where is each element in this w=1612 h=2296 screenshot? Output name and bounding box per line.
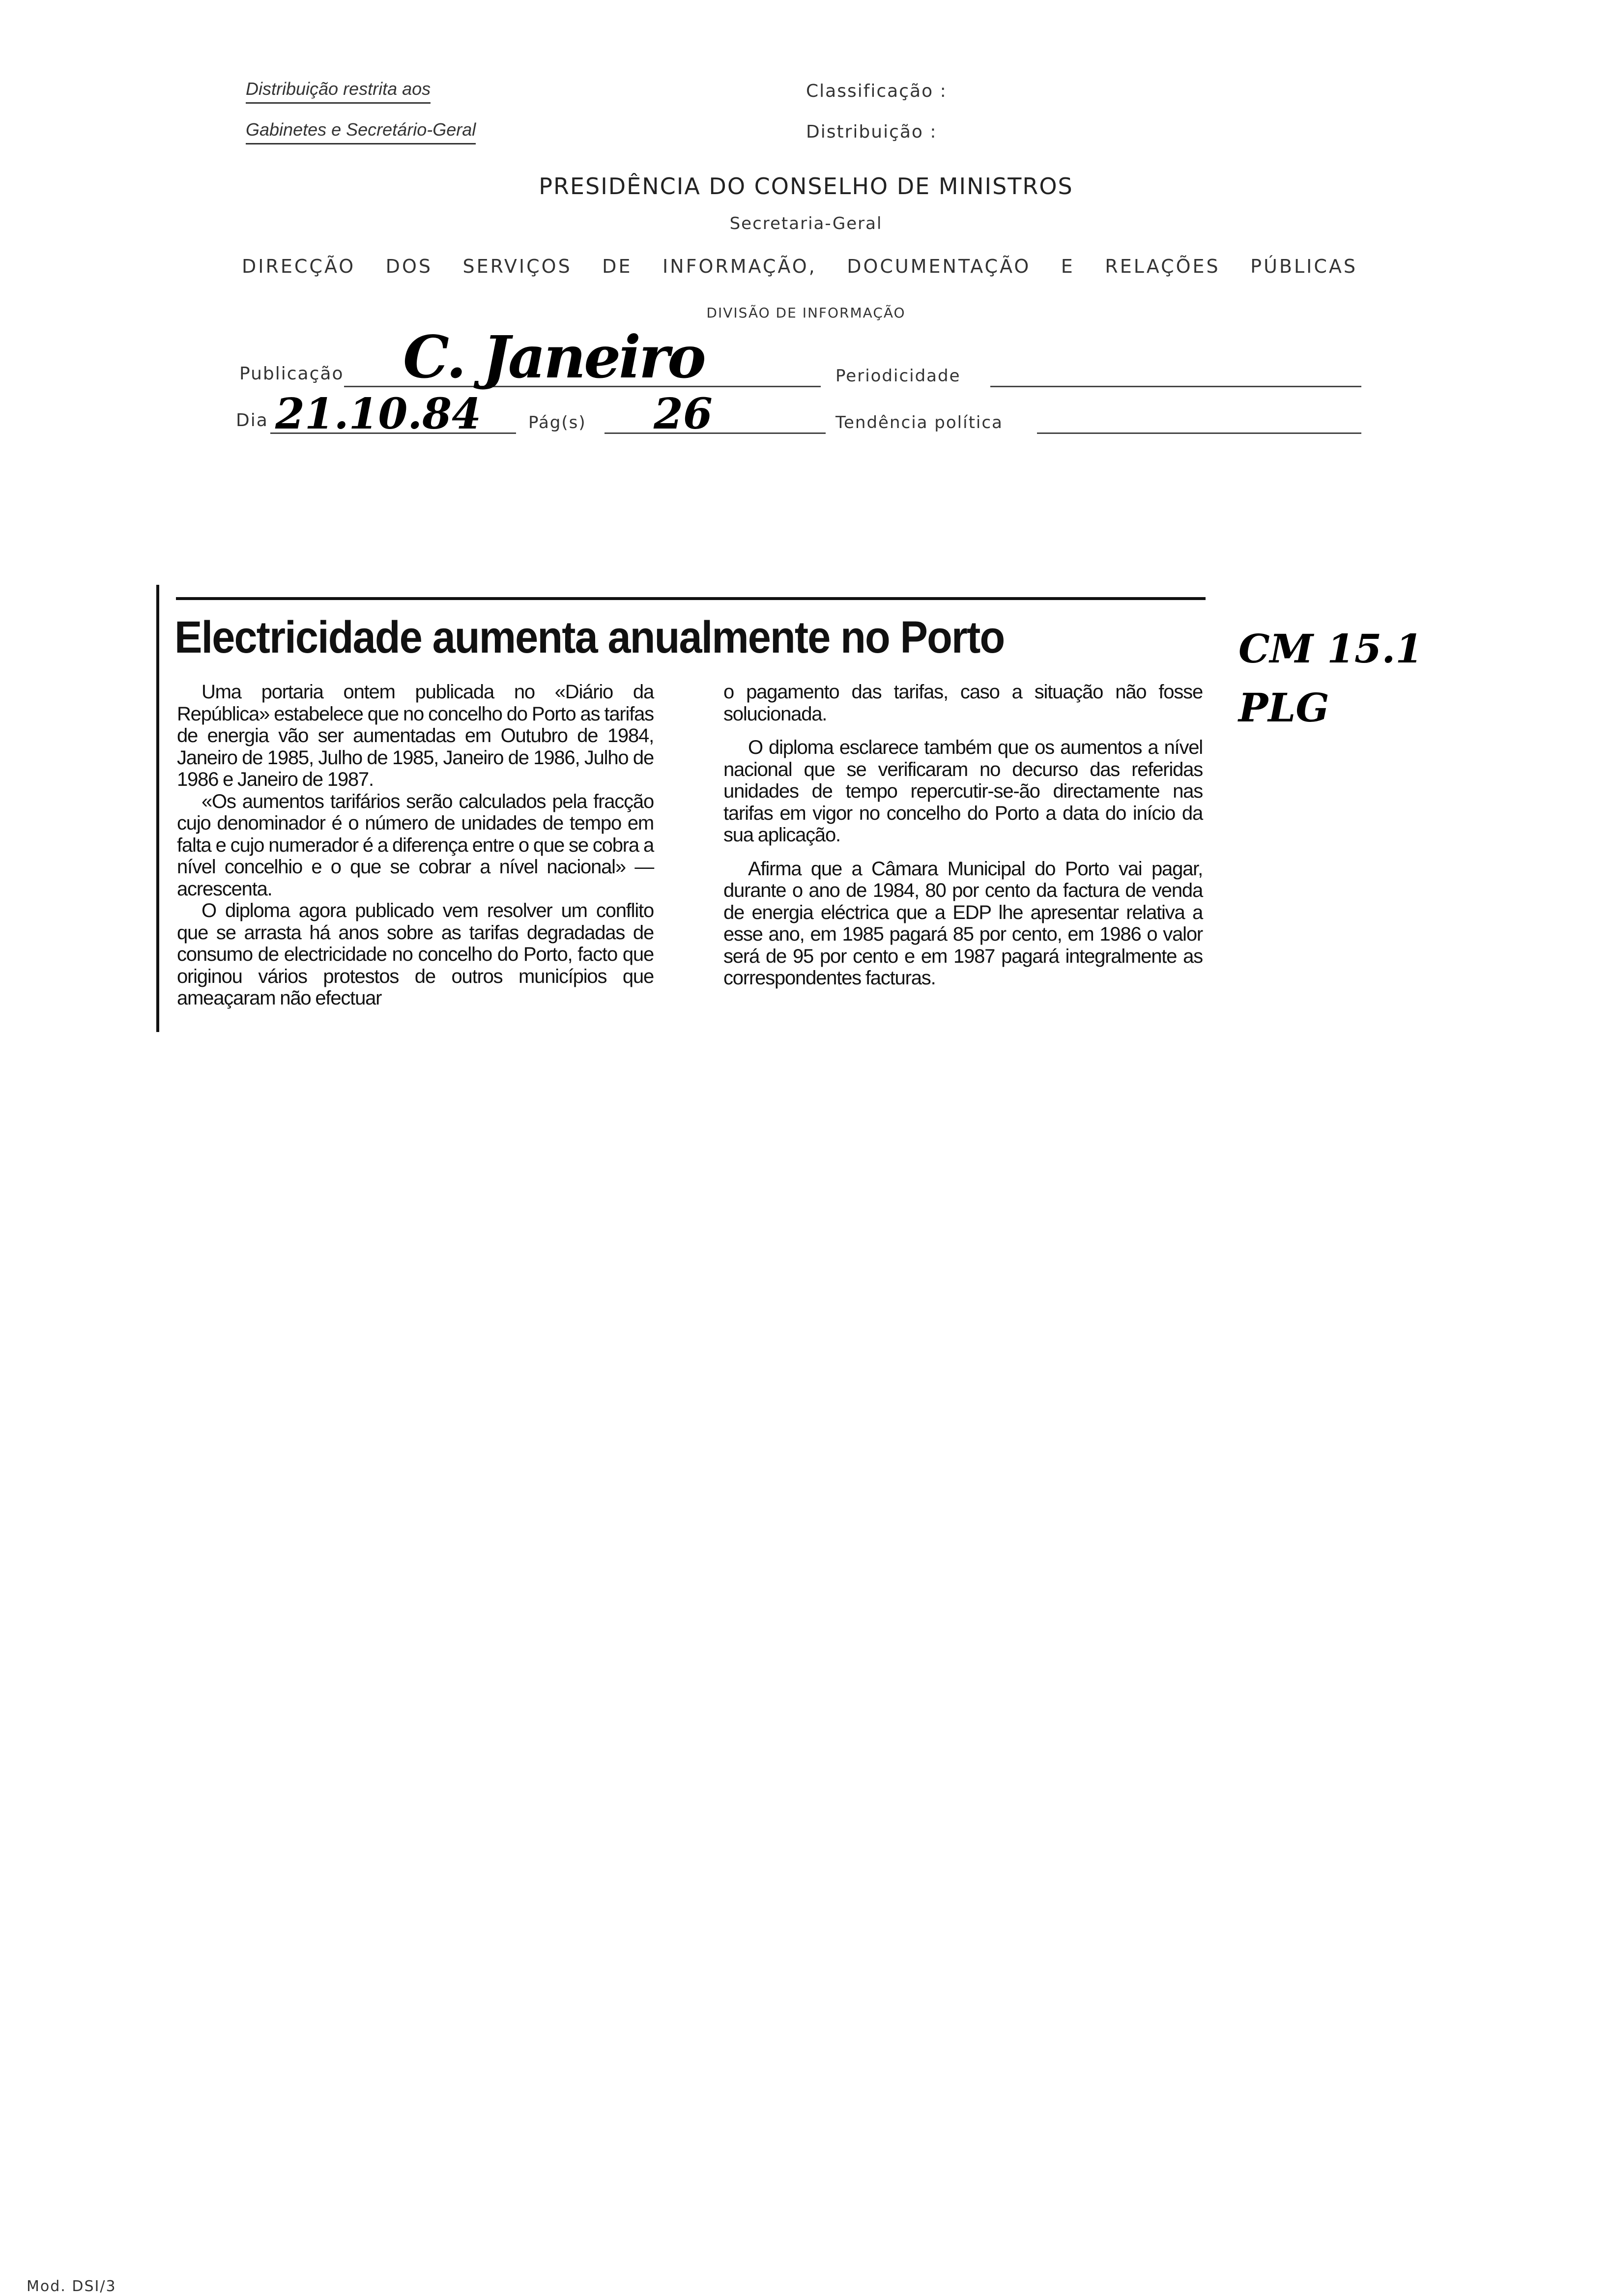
form-code: Mod. DSI/3 (27, 2278, 116, 2295)
handwritten-note-plg: PLG (1238, 685, 1329, 731)
political-tendency-line (1037, 432, 1361, 434)
political-tendency-label: Tendência política (835, 413, 1003, 432)
publication-value: C. Janeiro (403, 323, 704, 391)
publication-label: Publicação (239, 364, 344, 384)
day-label: Dia (236, 410, 268, 430)
division: DIVISÃO DE INFORMAÇÃO (706, 305, 906, 321)
distribution-label: Distribuição : (806, 122, 937, 142)
paragraph: O diploma agora publicado vem resolver um conflito que se arrasta há anos sobre as tarifas degradadas de consumo de electricidade no concelho do Porto, facto que originou vários protestos de outros municípios que ameaçaram não efectuar (177, 900, 654, 1009)
classification-label: Classificação : (806, 81, 947, 101)
article-top-rule (176, 597, 1206, 600)
page-title: PRESIDÊNCIA DO CONSELHO DE MINISTROS (539, 173, 1073, 200)
paragraph: Uma portaria ontem publicada no «Diário da República» estabelece que no concelho do Porto as tarifas de energia vão ser aumentadas em Outubro de 1984, Janeiro de 1985, Julho de 1985, Janeiro de 1986, Julho de 1986 e Janeiro de 1987. (177, 681, 654, 790)
paragraph: o pagamento das tarifas, caso a situação não fosse solucionada. (723, 681, 1203, 725)
day-value: 21.10.84 (275, 389, 481, 439)
paragraph: O diploma esclarece também que os aumentos a nível nacional que se verificaram no decurso das referidas unidades de tempo repercutir-se-ão directamente nas tarifas em vigor no concelho do Porto a data do início da sua aplicação. (723, 737, 1203, 846)
directorate: DIRECÇÃO DOS SERVIÇOS DE INFORMAÇÃO, DOCUMENTAÇÃO E RELAÇÕES PÚBLICAS (242, 256, 1357, 277)
pages-label: Pág(s) (528, 413, 586, 432)
handwritten-note-cm: CM 15.1 (1238, 626, 1423, 672)
periodicity-line (990, 386, 1361, 387)
pages-value: 26 (654, 389, 713, 439)
restriction-line-1: Distribuição restrita aos (246, 79, 431, 104)
article-headline: Electricidade aumenta anualmente no Porto (174, 612, 1005, 662)
article-column-2 (723, 681, 1203, 989)
article-margin-bar (156, 585, 159, 1032)
paragraph: Afirma que a Câmara Municipal do Porto vai pagar, durante o ano de 1984, 80 por cento da factura de venda de energia eléctrica que a EDP lhe apresentar relativa a esse ano, em 1985 pagará 85 por cento, em 1986 o valor será de 95 por cento e em 1987 pagará integralmente as correspondentes facturas. (723, 858, 1203, 989)
page-subtitle: Secretaria-Geral (729, 214, 883, 233)
paragraph: «Os aumentos tarifários serão calculados pela fracção cujo denominador é o número de unidades de tempo em falta e cujo numerador é a diferença entre o que se cobra a nível concelhio e o que se cobrar a nível nacional» — acrescenta. (177, 790, 654, 900)
article-column-1 (177, 681, 654, 1009)
pages-line (604, 432, 826, 434)
restriction-line-2: Gabinetes e Secretário-Geral (246, 119, 476, 144)
periodicity-label: Periodicidade (835, 366, 961, 386)
